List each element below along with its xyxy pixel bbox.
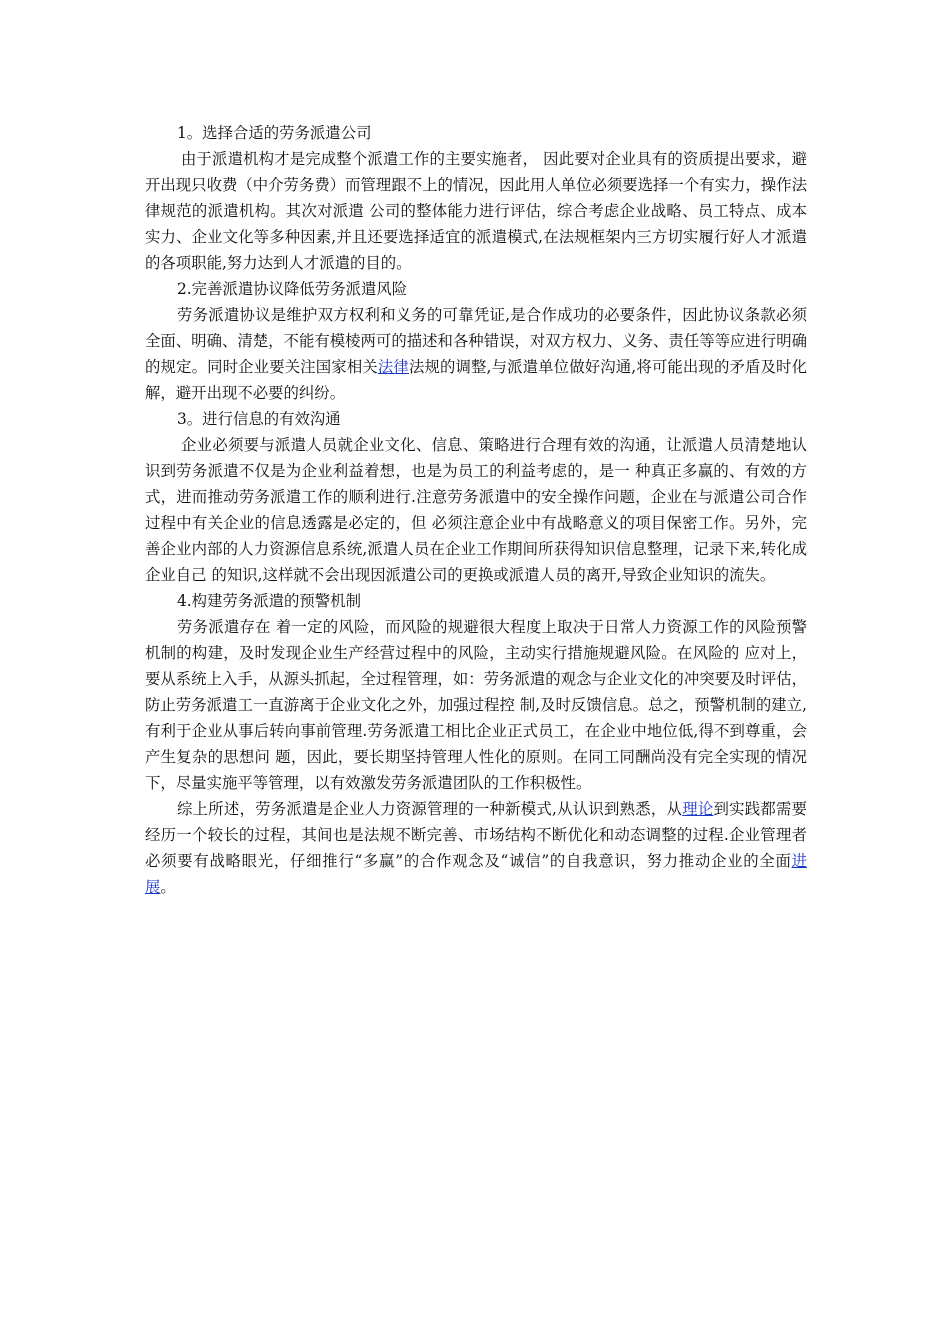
section-2-text-a: 劳务派遣协议是维护双方权利和义务的可靠凭证,是合作成功的必要条件，因此协议条款必须全面、明确、清楚，不能有模棱两可的描述和各种错误，对双方权力、义务、责任等等应进行明确的规定。同时企业要关注国家相关: [145, 306, 807, 376]
section-2-heading: 2.完善派遣协议降低劳务派遣风险: [177, 280, 408, 298]
conclusion-text-a: 综上所述，劳务派遣是企业人力资源管理的一种新模式,从认识到熟悉，从: [177, 800, 683, 818]
conclusion-text-b: 到实践都需要经历一个较长的过程，其间也是法规不断完善、市场结构不断优化和动态调整的过程.企业管理者必须要有战略眼光，仔细推行“多赢”的合作观念及“诚信”的自我意识，努力推动企业的全面: [145, 800, 807, 870]
section-2-paragraph: [145, 302, 807, 406]
section-4-paragraph: 劳务派遣存在 着一定的风险，而风险的规避很大程度上取决于日常人力资源工作的风险预警机制的构建，及时发现企业生产经营过程中的风险，主动实行措施规避风险。在风险的 应对上，要从系统上入手，从源头抓起，全过程管理，如：劳务派遣的观念与企业文化的冲突要及时评估，防止劳务派遣工一直游离于企业文化之外，加强过程控 制,及时反馈信息。总之，预警机制的建立,有利于企业从事后转向事前管理.劳务派遣工相比企业正式员工，在企业中地位低,得不到尊重，会产生复杂的思想问 题，因此，要长期坚持管理人性化的原则。在同工同酬尚没有完全实现的情况下，尽量实施平等管理，以有效激发劳务派遣团队的工作积极性。: [145, 618, 807, 792]
section-1-heading: 1。选择合适的劳务派遣公司: [177, 124, 372, 142]
conclusion-paragraph: [145, 796, 807, 900]
conclusion-text-c: 。: [160, 878, 176, 896]
section-2-text-b: 法规的调整,与派遣单位做好沟通,将可能出现的矛盾及时化解，避开出现不必要的纠纷。: [145, 358, 807, 402]
section-3-heading: 3。进行信息的有效沟通: [177, 410, 341, 428]
document-body: [145, 120, 807, 900]
development-link[interactable]: 进展: [145, 852, 807, 896]
section-3-paragraph: 企业必须要与派遣人员就企业文化、信息、策略进行合理有效的沟通，让派遣人员清楚地认识到劳务派遣不仅是为企业利益着想，也是为员工的利益考虑的，是一 种真正多赢的、有效的方式，进而推动劳务派遣工作的顺利进行.注意劳务派遣中的安全操作问题，企业在与派遣公司合作过程中有关企业的信息透露是必定的，但 必须注意企业中有战略意义的项目保密工作。另外，完善企业内部的人力资源信息系统,派遣人员在企业工作期间所获得知识信息整理，记录下来,转化成企业自己 的知识,这样就不会出现因派遣公司的更换或派遣人员的离开,导致企业知识的流失。: [145, 436, 807, 584]
section-1-paragraph: 由于派遣机构才是完成整个派遣工作的主要实施者， 因此要对企业具有的资质提出要求，避开出现只收费（中介劳务费）而管理跟不上的情况，因此用人单位必须要选择一个有实力，操作法律规范的派遣机构。其次对派遣 公司的整体能力进行评估，综合考虑企业战略、员工特点、成本实力、企业文化等多种因素,并且还要选择适宜的派遣模式,在法规框架内三方切实履行好人才派遣 的各项职能,努力达到人才派遣的目的。: [145, 150, 807, 272]
law-link[interactable]: 法律: [377, 358, 409, 376]
theory-link[interactable]: 理论: [682, 800, 714, 818]
section-4-heading: 4.构建劳务派遣的预警机制: [177, 592, 361, 610]
